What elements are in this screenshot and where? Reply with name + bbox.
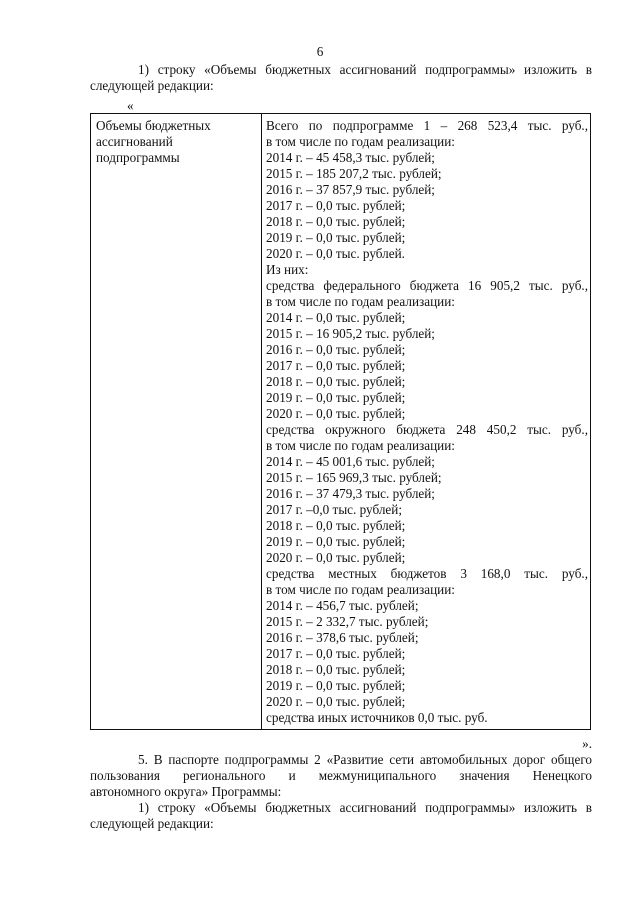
intro-line-2: следующей редакции: [90,78,214,93]
content-line: 2016 г. – 37 857,9 тыс. рублей; [266,182,435,197]
content-line: в том числе по годам реализации: [266,294,455,309]
item-1-line-2: следующей редакции: [90,816,214,831]
intro-paragraph [90,62,592,94]
content-line: средства окружного бюджета 248 450,2 тыс. руб., [266,422,588,437]
content-line: 2019 г. – 0,0 тыс. рублей; [266,678,406,693]
content-line: 2017 г. – 0,0 тыс. рублей; [266,646,406,661]
content-line: 2014 г. – 456,7 тыс. рублей; [266,598,419,613]
content-line: Всего по подпрограмме 1 – 268 523,4 тыс. руб., [266,118,588,133]
content-line: 2019 г. – 0,0 тыс. рублей; [266,230,406,245]
label-line: подпрограммы [96,150,180,165]
content-line: 2018 г. – 0,0 тыс. рублей; [266,374,406,389]
content-line: Из них: [266,262,309,277]
content-line: 2014 г. – 45 001,6 тыс. рублей; [266,454,435,469]
content-line: средства федерального бюджета 16 905,2 тыс. руб., [266,278,588,293]
content-line: 2015 г. – 2 332,7 тыс. рублей; [266,614,429,629]
item-1-paragraph [90,800,592,832]
content-line: 2015 г. – 16 905,2 тыс. рублей; [266,326,435,341]
content-line: 2016 г. – 0,0 тыс. рублей; [266,342,406,357]
content-line: 2018 г. – 0,0 тыс. рублей; [266,518,406,533]
section-5-paragraph [90,752,592,800]
content-line: 2016 г. – 378,6 тыс. рублей; [266,630,419,645]
content-line: 2018 г. – 0,0 тыс. рублей; [266,662,406,677]
item-1-line-1: 1) строку «Объемы бюджетных ассигнований подпрограммы» изложить в [138,800,592,815]
content-line: 2020 г. – 0,0 тыс. рублей; [266,694,406,709]
content-line: 2018 г. – 0,0 тыс. рублей; [266,214,406,229]
content-line: 2019 г. – 0,0 тыс. рублей; [266,534,406,549]
content-line: 2017 г. – 0,0 тыс. рублей; [266,198,406,213]
page-number: 6 [316,44,324,59]
content-line: в том числе по годам реализации: [266,134,455,149]
content-line: в том числе по годам реализации: [266,438,455,453]
content-line: 2015 г. – 165 969,3 тыс. рублей; [266,470,442,485]
content-line: средства иных источников 0,0 тыс. руб. [266,710,488,725]
closing-quote: ». [582,736,592,751]
opening-quote: « [127,98,134,113]
content-line: в том числе по годам реализации: [266,582,455,597]
content-line: 2019 г. – 0,0 тыс. рублей; [266,390,406,405]
content-line: 2017 г. –0,0 тыс. рублей; [266,502,403,517]
section-5-line-2: пользования регионального и межмуниципального значения Ненецкого [90,768,592,783]
content-line: 2017 г. – 0,0 тыс. рублей; [266,358,406,373]
intro-line-1: 1) строку «Объемы бюджетных ассигнований подпрограммы» изложить в [138,62,592,77]
content-line: 2020 г. – 0,0 тыс. рублей; [266,406,406,421]
table-content-cell [266,118,588,726]
content-line: 2020 г. – 0,0 тыс. рублей. [266,246,405,261]
section-5-line-3: автономного округа» Программы: [90,784,282,799]
column-divider [261,114,262,729]
content-line: 2014 г. – 0,0 тыс. рублей; [266,310,406,325]
content-line: 2014 г. – 45 458,3 тыс. рублей; [266,150,435,165]
content-line: средства местных бюджетов 3 168,0 тыс. руб., [266,566,588,581]
content-line: 2015 г. – 185 207,2 тыс. рублей; [266,166,442,181]
content-line: 2016 г. – 37 479,3 тыс. рублей; [266,486,435,501]
budget-table [90,113,591,730]
content-line: 2020 г. – 0,0 тыс. рублей; [266,550,406,565]
table-label-cell [96,118,256,166]
label-line: ассигнований [96,134,173,149]
label-line: Объемы бюджетных [96,118,211,133]
section-5-line-1: 5. В паспорте подпрограммы 2 «Развитие сети автомобильных дорог общего [138,752,592,767]
